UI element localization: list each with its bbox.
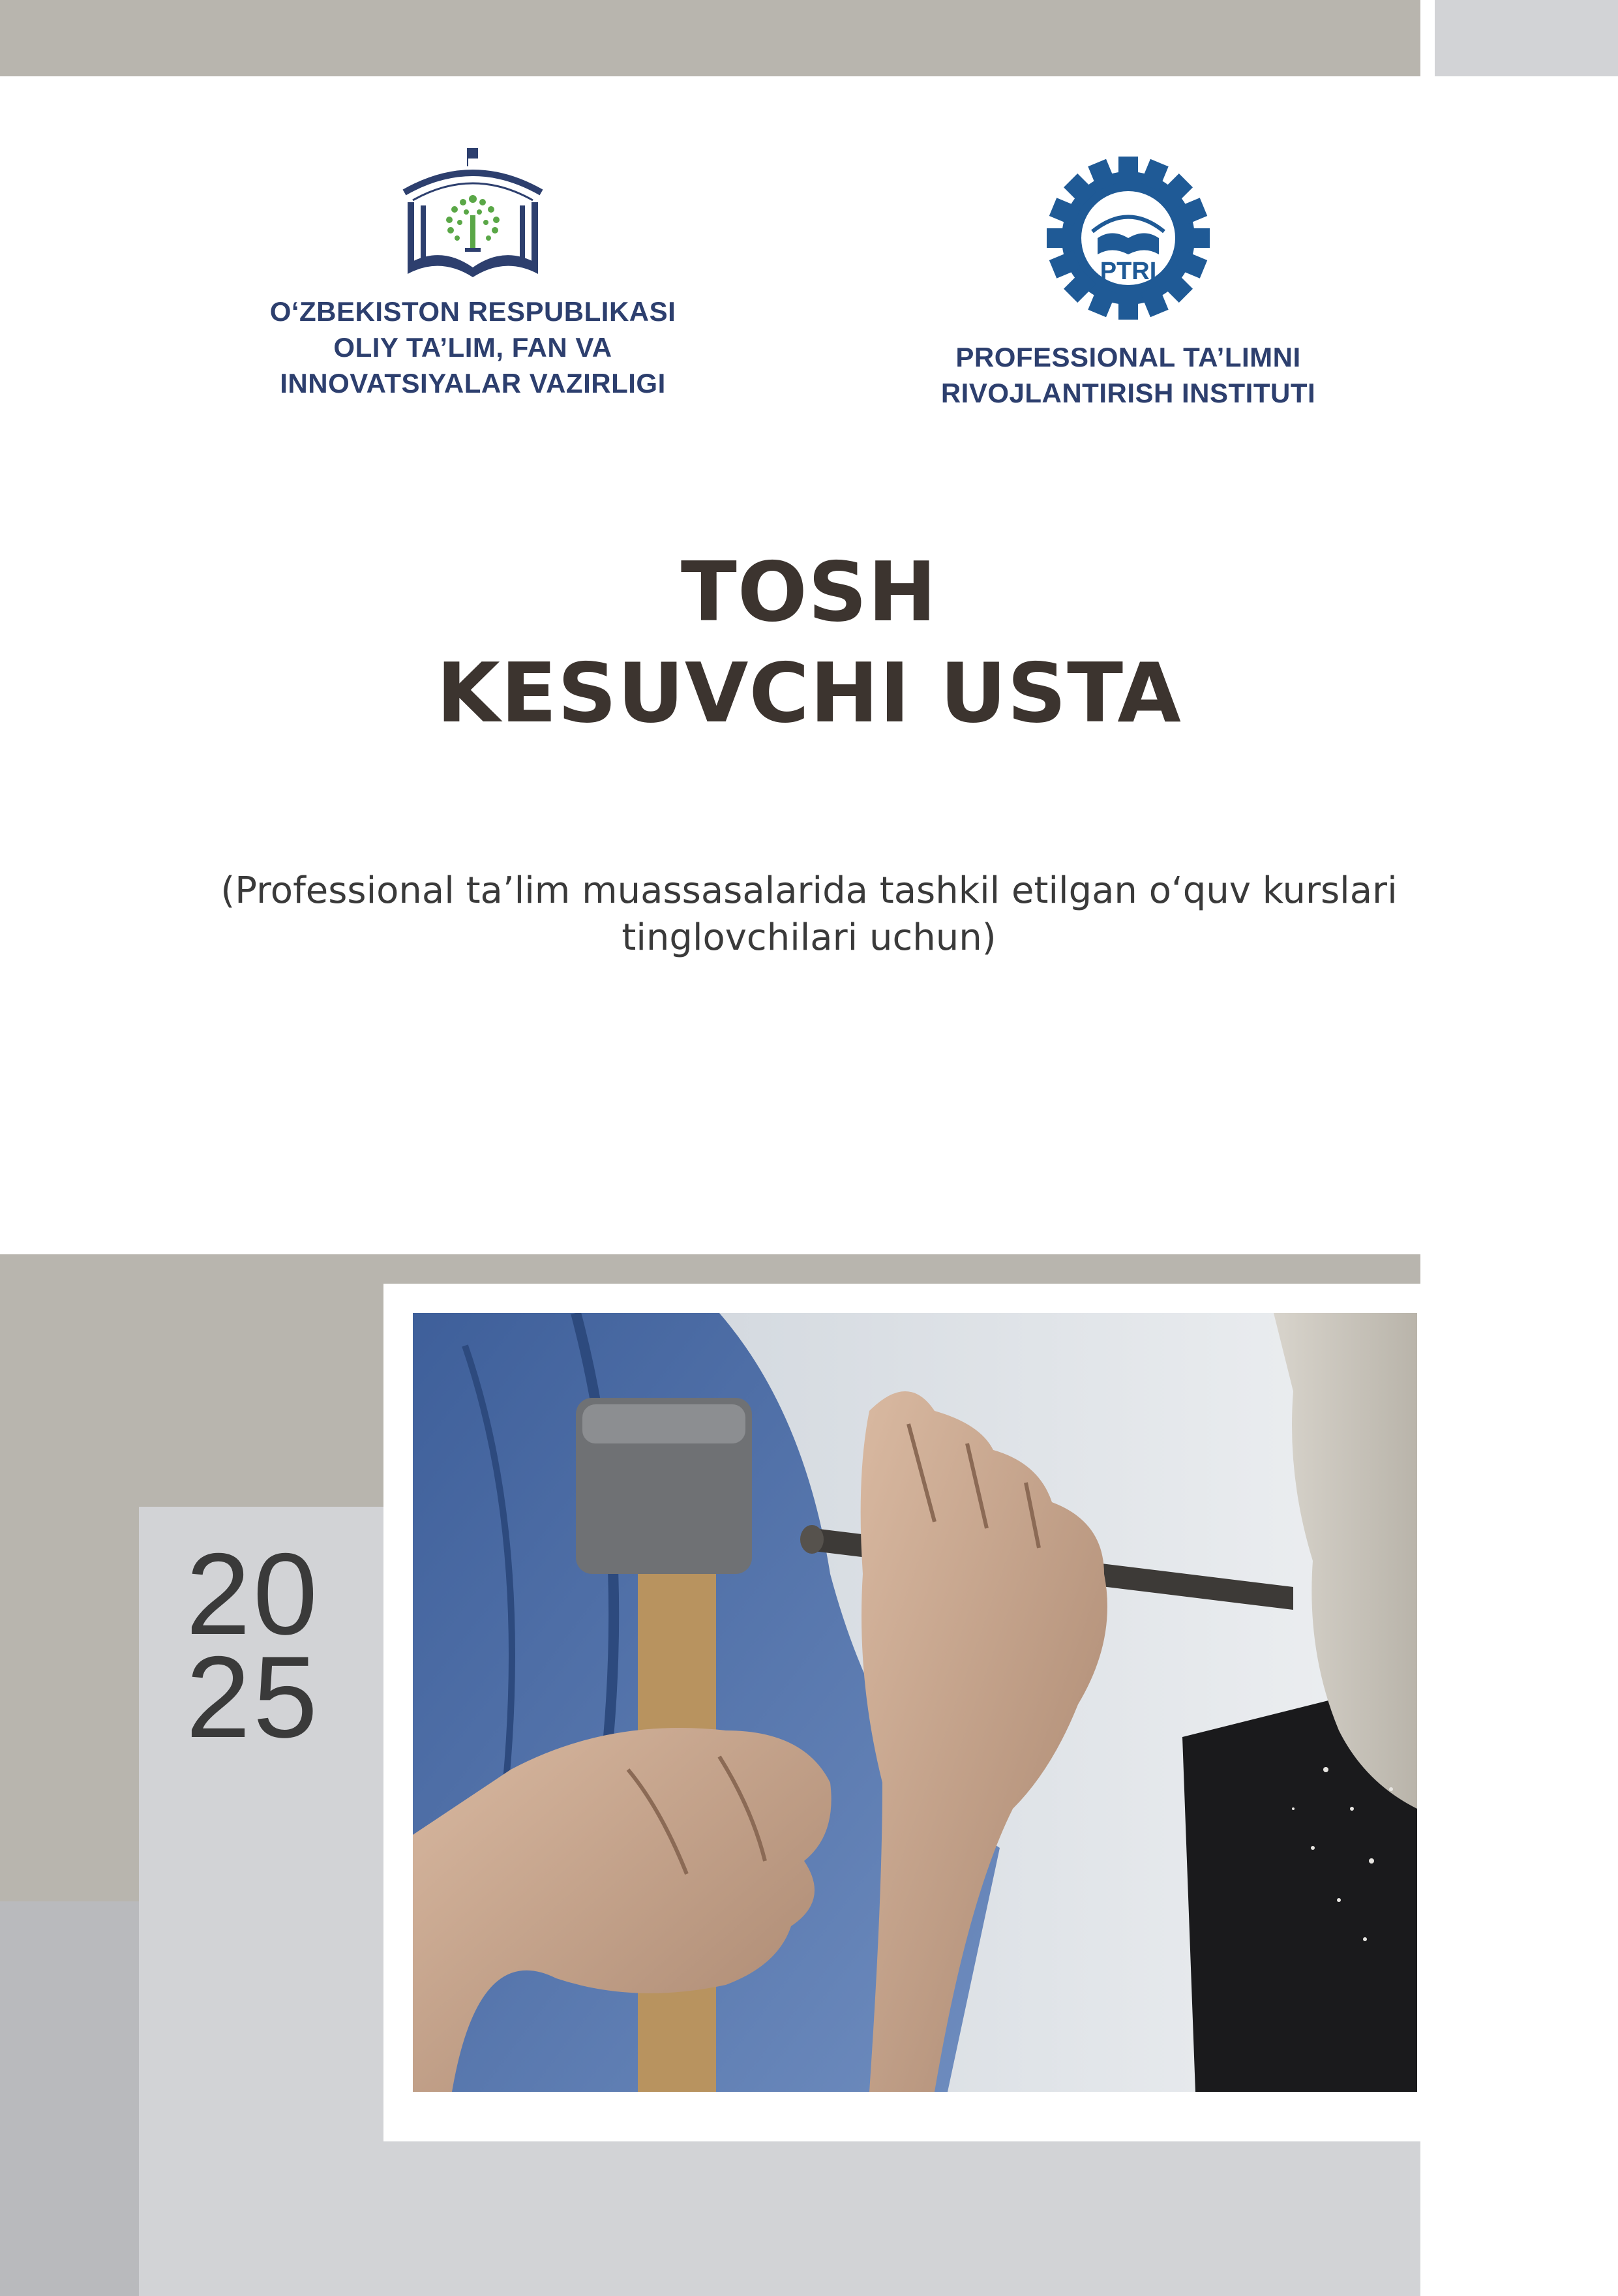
ptri-abbreviation: PTRI — [1100, 258, 1157, 285]
top-decor-bar-small — [1435, 0, 1618, 76]
book-title-line-1: TOSH — [680, 544, 938, 640]
book-subtitle — [130, 868, 1488, 961]
year-bottom-digits: 25 — [186, 1632, 320, 1762]
year-top-digits: 20 — [186, 1529, 320, 1659]
ministry-block — [248, 147, 698, 401]
top-decor-bar — [0, 0, 1420, 76]
ministry-name-line-3: INNOVATSIYALAR VAZIRLIGI — [280, 368, 666, 399]
book-title-line-2: KESUVCHI USTA — [436, 645, 1182, 741]
ministry-name-line-2: OLIY TA’LIM, FAN VA — [333, 332, 612, 363]
ministry-name-line-1: O‘ZBEKISTON RESPUBLIKASI — [269, 296, 676, 327]
lower-left-panel — [0, 1901, 139, 2296]
ptri-gear-logo — [1047, 157, 1210, 320]
institute-name-line-1: PROFESSIONAL TA’LIMNI — [955, 342, 1301, 372]
book-subtitle-line-2: tinglovchilari uchun) — [622, 916, 996, 959]
institute-name-line-2: RIVOJLANTIRISH INSTITUTI — [940, 378, 1316, 408]
ministry-logo — [395, 147, 551, 284]
stone-carver-photo — [413, 1313, 1417, 2092]
book-subtitle-line-1: (Professional ta’lim muassasalarida tashkil etilgan o‘quv kurslari — [220, 869, 1398, 912]
institute-block — [900, 157, 1356, 411]
stone-carver-illustration — [413, 1313, 1417, 2092]
publication-year — [186, 1529, 320, 1762]
book-title — [0, 541, 1618, 744]
